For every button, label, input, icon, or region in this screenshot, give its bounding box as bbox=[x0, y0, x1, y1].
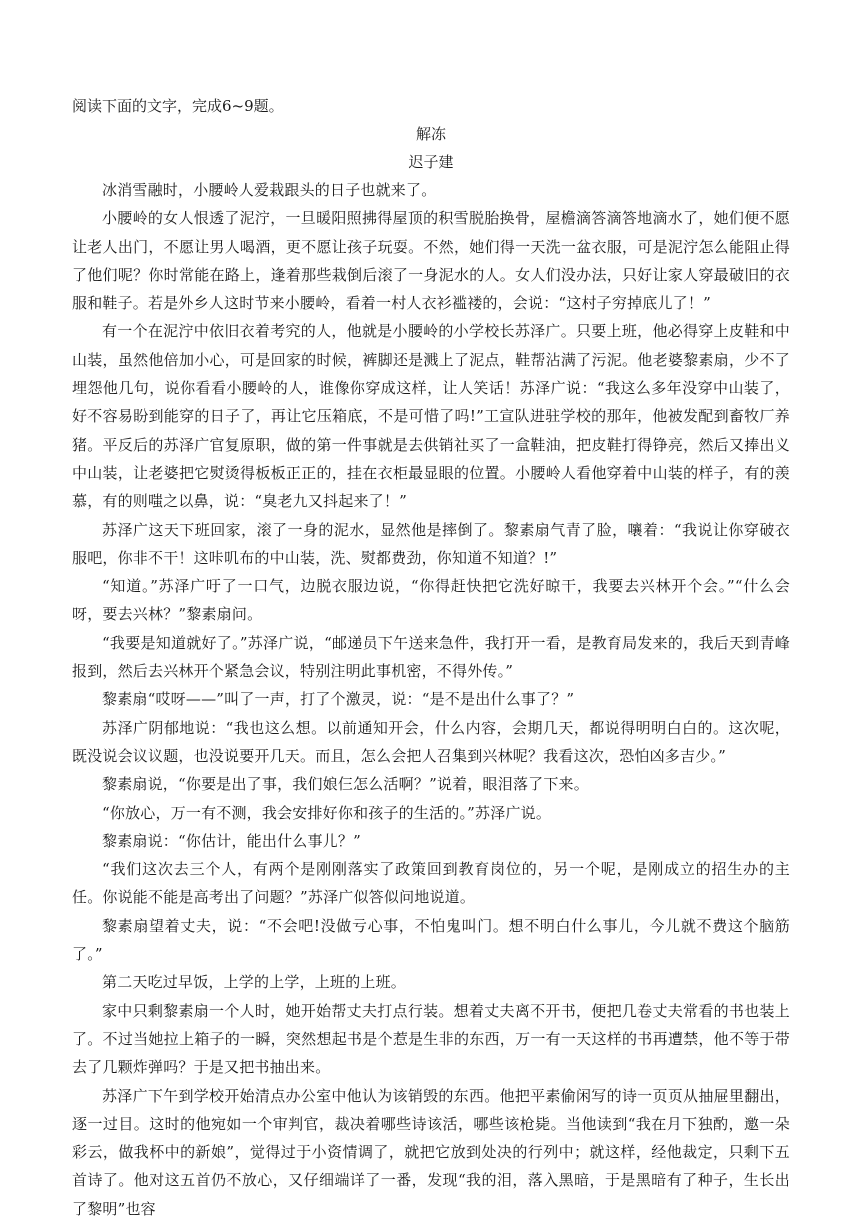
paragraph: 黎素扇说：“你估计，能出什么事儿？” bbox=[102, 831, 361, 850]
paragraph: 黎素扇说，“你要是出了事，我们娘仨怎么活啊？”说着，眼泪落了下来。 bbox=[102, 775, 589, 794]
paragraph: 苏泽广阴郁地说：“我也这么想。以前通知开会，什么内容，会期几天，都说得明明白白的。这次呢，既没说会议议题，也没说要开几天。而且，怎么会把人召集到兴林呢？我看这次，恐怕凶多吉少。” bbox=[72, 718, 790, 765]
paragraph: “知道。”苏泽广吁了一口气，边脱衣服边说，“你得赶快把它洗好晾干，我要去兴林开个会。”“什么会呀，要去兴林？”黎素扇问。 bbox=[72, 577, 790, 624]
document-page bbox=[72, 92, 790, 1223]
paragraph: 家中只剩黎素扇一个人时，她开始帮丈夫打点行装。想着丈夫离不开书，便把几卷丈夫常看的书也装上了。不过当她拉上箱子的一瞬，突然想起书是个惹是生非的东西，万一有一天这样的书再遭禁，他不等于带去了几颗炸弹吗？于是又把书抽出来。 bbox=[72, 1001, 790, 1077]
paragraph: “我要是知道就好了。”苏泽广说，“邮递员下午送来急件，我打开一看，是教育局发来的，我后天到青峰报到，然后去兴林开个紧急会议，特别注明此事机密，不得外传。” bbox=[72, 633, 790, 681]
reading-instruction: 阅读下面的文字，完成6~9题。 bbox=[72, 97, 284, 115]
paragraph: 黎素扇望着丈夫，说：“不会吧!没做亏心事，不怕鬼叫门。想不明白什么事儿，今儿就不费这个脑筋了。” bbox=[72, 916, 790, 964]
paragraph: 苏泽广这天下班回家，滚了一身的泥水，显然他是摔倒了。黎素扇气青了脸，嚷着：“我说让你穿破衣服吧，你非不干！这咔叽布的中山装，洗、熨都费劲，你知道不知道？!” bbox=[72, 520, 790, 567]
paragraph: “你放心，万一有不测，我会安排好你和孩子的生活的。”苏泽广说。 bbox=[102, 803, 552, 822]
paragraph: 冰消雪融时，小腰岭人爱栽跟头的日子也就来了。 bbox=[102, 181, 437, 199]
paragraph: “我们这次去三个人，有两个是刚刚落实了政策回到教育岗位的，另一个呢，是刚成立的招生办的主任。你说能不能是高考出了问题？”苏泽广似答似问地说道。 bbox=[72, 860, 790, 907]
paragraph: 小腰岭的女人恨透了泥泞，一旦暖阳照拂得屋顶的积雪脱胎换骨，屋檐滴答滴答地滴水了，她们便不愿让老人出门，不愿让男人喝酒，更不愿让孩子玩耍。不然，她们得一天洗一盆衣服，可是泥泞怎么能阻止得了他们呢？你时常能在路上，逢着那些栽倒后滚了一身泥水的人。女人们没办法，只好让家人穿最破旧的衣服和鞋子。若是外乡人这时节来小腰岭，看着一村人衣衫褴褛的，会说：“这村子穷掉底儿了！” bbox=[72, 209, 790, 313]
article-author: 迟子建 bbox=[408, 153, 454, 171]
article-title: 解冻 bbox=[415, 125, 446, 143]
paragraph: 黎素扇“哎呀——”叫了一声，打了个激灵，说：“是不是出什么事了？” bbox=[102, 690, 575, 709]
paragraph: 苏泽广下午到学校开始清点办公室中他认为该销毁的东西。他把平素偷闲写的诗一页页从抽屉里翻出，逐一过目。这时的他宛如一个审判官，裁决着哪些诗该活，哪些该枪毙。当他读到“我在月下独酌，邀一朵彩云，做我杯中的新娘”，觉得过于小资情调了，就把它放到处决的行列中；就这样，经他裁定，只剩下五首诗了。他对这五首仍不放心，又仔细端详了一番，发现“我的泪，落入黑暗，于是黑暗有了种子，生长出了黎明”也容 bbox=[72, 1086, 790, 1218]
article-body bbox=[72, 176, 790, 1223]
paragraph: 有一个在泥泞中依旧衣着考究的人，他就是小腰岭的小学校长苏泽广。只要上班，他必得穿上皮鞋和中山装，虽然他倍加小心，可是回家的时候，裤脚还是溅上了泥点，鞋帮沾满了污泥。他老婆黎素扇，少不了埋怨他几句，说你看看小腰岭的人，谁像你穿成这样，让人笑话！苏泽广说：“我这么多年没穿中山装了，好不容易盼到能穿的日子了，再让它压箱底，不是可惜了吗!”工宣队进驻学校的那年，他被发配到畜牧厂养猪。平反后的苏泽广官复原职，做的第一件事就是去供销社买了一盒鞋油，把皮鞋打得铮亮，然后又捧出义中山装，让老婆把它熨烫得板板正正的，挂在衣柜最显眼的位置。小腰岭人看他穿着中山装的样子，有的羡慕，有的则嗤之以鼻，说：“臭老九又抖起来了！” bbox=[72, 322, 790, 511]
paragraph: 第二天吃过早饭，上学的上学，上班的上班。 bbox=[102, 973, 407, 992]
